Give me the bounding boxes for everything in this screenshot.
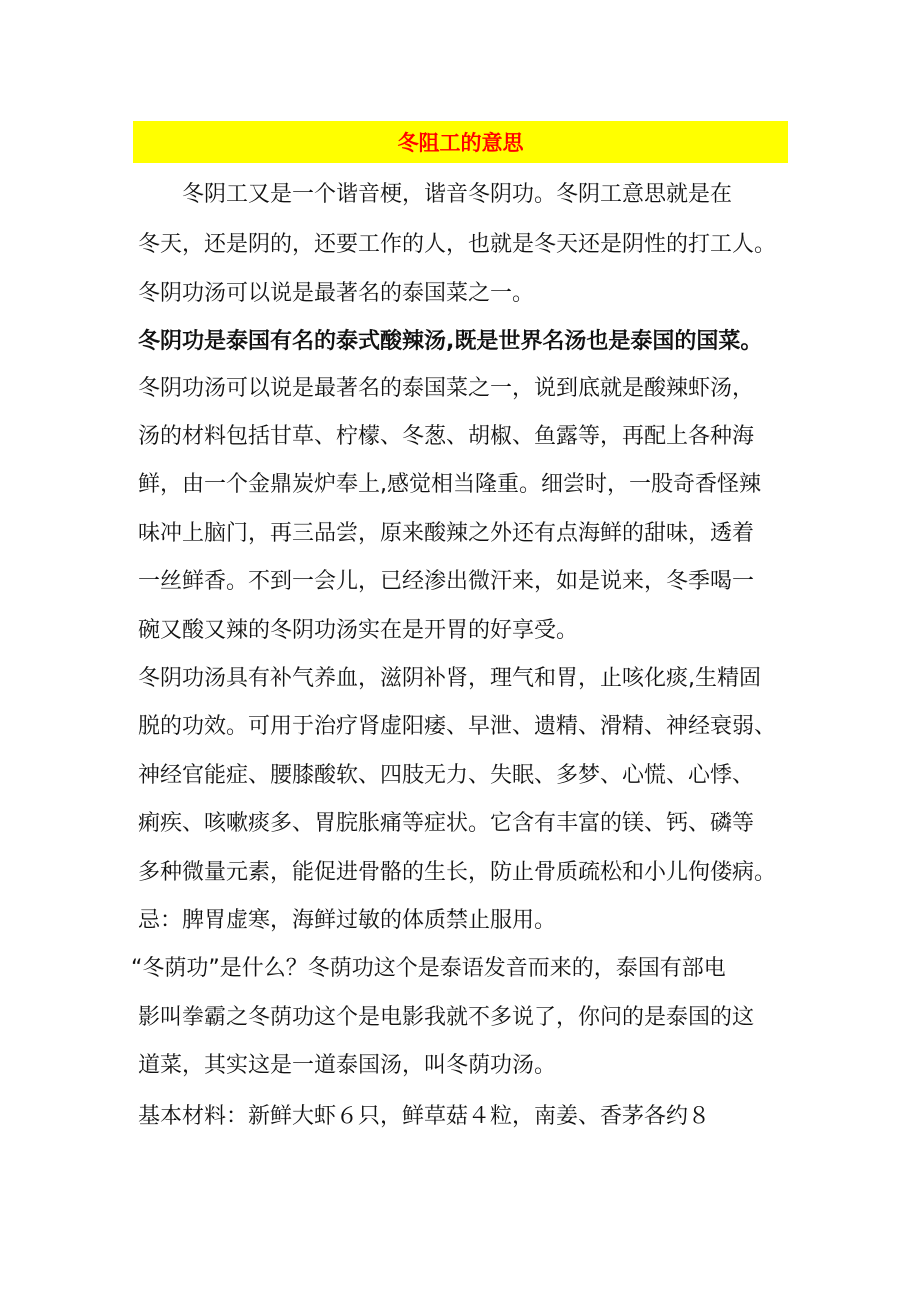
paragraph-line-11: 冬阴功汤具有补气养血，滋阴补肾，理气和胃，止咳化痰,生精固 [138, 666, 761, 691]
paragraph-line-13: 神经官能症、腰膝酸软、四肢无力、失眠、多梦、心慌、心悸、 [138, 763, 755, 788]
paragraph-line-14: 痢疾、咳嗽痰多、胃脘胀痛等症状。它含有丰富的镁、钙、磷等 [138, 811, 755, 836]
paragraph-line-16: 忌：脾胃虚寒，海鲜过敏的体质禁止服用。 [138, 908, 557, 933]
paragraph-line-18: 影叫拳霸之冬荫功这个是电影我就不多说了，你问的是泰国的这 [138, 1005, 755, 1030]
document-title: 冬阻工的意思 [397, 131, 524, 155]
paragraph-line-17: “冬荫功”是什么？冬荫功这个是泰语发音而来的，泰国有部电 [131, 956, 726, 981]
paragraph-line-19: 道菜，其实这是一道泰国汤，叫冬荫功汤。 [138, 1053, 557, 1078]
paragraph-line-10: 碗又酸又辣的冬阴功汤实在是开胃的好享受。 [138, 618, 579, 643]
paragraph-line-2: 冬天，还是阴的，还要工作的人，也就是冬天还是阴性的打工人。 [138, 232, 777, 257]
bold-summary-line: 冬阴功是泰国有名的泰式酸辣汤,既是世界名汤也是泰国的国菜。 [138, 329, 763, 354]
paragraph-line-7: 鲜，由一个金鼎炭炉奉上,感觉相当隆重。细尝时，一股奇香怪辣 [138, 472, 761, 497]
paragraph-line-8: 味冲上脑门，再三品尝，原来酸辣之外还有点海鲜的甜味，透着 [138, 521, 755, 546]
paragraph-line-5: 冬阴功汤可以说是最著名的泰国菜之一，说到底就是酸辣虾汤， [138, 376, 755, 401]
paragraph-line-3: 冬阴功汤可以说是最著名的泰国菜之一。 [138, 281, 535, 306]
paragraph-line-6: 汤的材料包括甘草、柠檬、冬葱、胡椒、鱼露等，再配上各种海 [138, 424, 755, 449]
paragraph-line-1: 冬阴工又是一个谐音梗，谐音冬阴功。冬阴工意思就是在 [182, 182, 733, 207]
paragraph-line-20: 基本材料：新鲜大虾６只，鲜草菇４粒，南姜、香茅各约８ [138, 1104, 711, 1129]
paragraph-line-12: 脱的功效。可用于治疗肾虚阳痿、早泄、遗精、滑精、神经衰弱、 [138, 714, 777, 739]
title-banner [133, 121, 788, 163]
paragraph-line-9: 一丝鲜香。不到一会儿，已经渗出微汗来，如是说来，冬季喝一 [138, 569, 755, 594]
paragraph-line-15: 多种微量元素，能促进骨骼的生长，防止骨质疏松和小儿佝偻病。 [138, 860, 777, 885]
